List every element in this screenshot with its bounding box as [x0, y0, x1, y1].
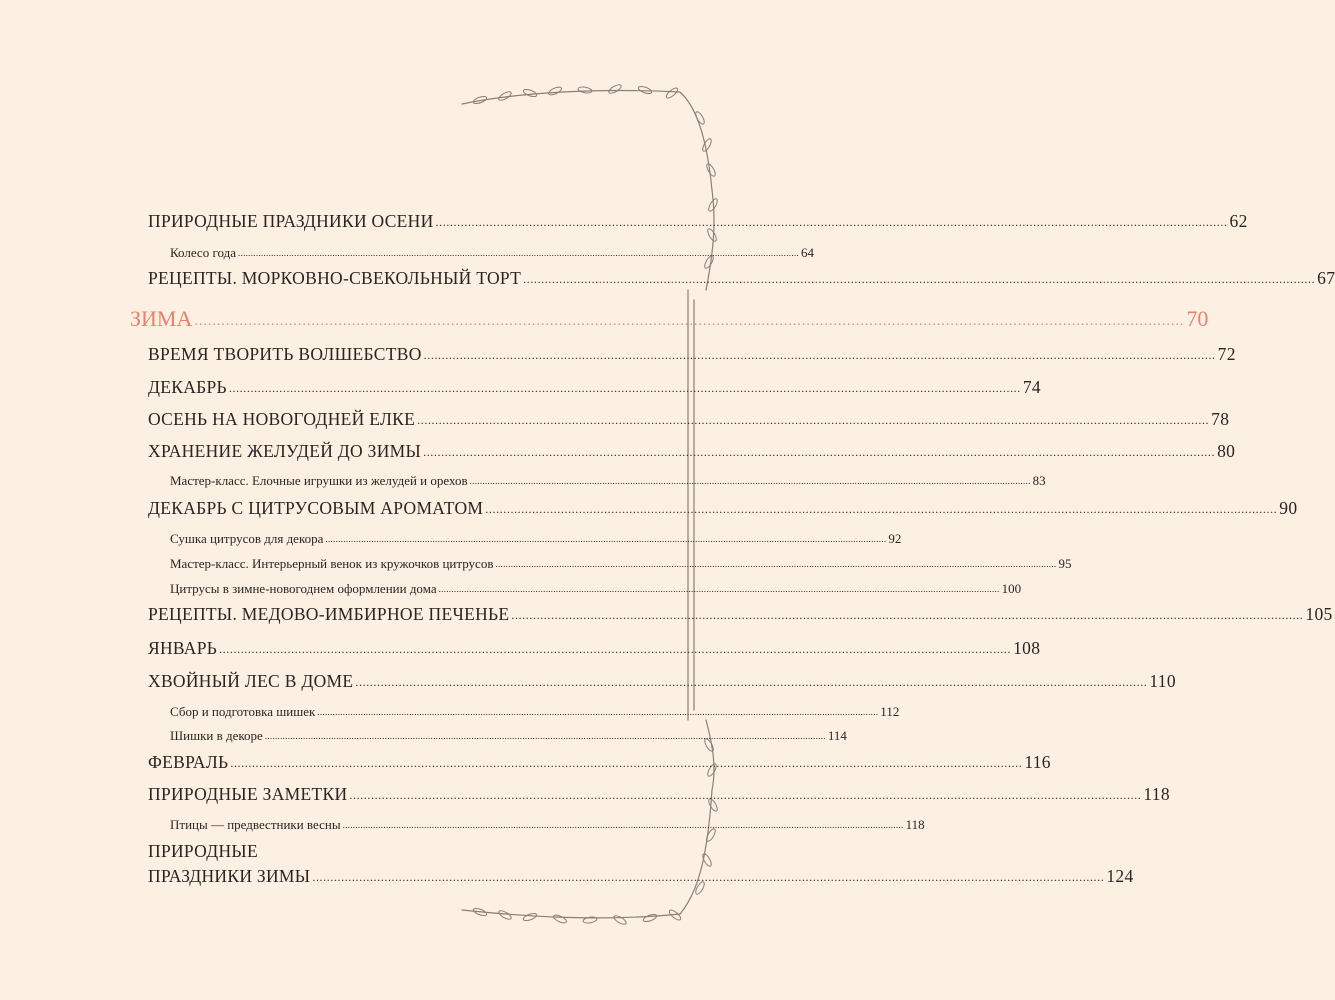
toc-subentry-title: Цитрусы в зимне-новогоднем оформлении дома: [170, 581, 437, 596]
toc-page-number: 62: [1229, 211, 1248, 231]
toc-entry-title: РЕЦЕПТЫ. МОРКОВНО-СВЕКОЛЬНЫЙ ТОРТ: [148, 268, 522, 288]
toc-subentry[interactable]: [170, 531, 902, 546]
toc-page-number: 124: [1106, 865, 1134, 886]
toc-subentry-title: Мастер-класс. Елочные игрушки из желудей и орехов: [170, 473, 468, 488]
toc-page-number: 64: [800, 245, 814, 260]
toc-entry-title: ЯНВАРЬ: [148, 638, 218, 658]
toc-entry-title: ФЕВРАЛЬ: [148, 752, 229, 772]
toc-subentry[interactable]: [170, 581, 1022, 596]
toc-dot-leader: ............................................................................................................................................................................................................................: [349, 788, 1142, 802]
toc-entry[interactable]: [148, 604, 1333, 624]
toc-entry-title: ХВОЙНЫЙ ЛЕС В ДОМЕ: [148, 671, 354, 691]
toc-entry-title: ОСЕНЬ НА НОВОГОДНЕЙ ЕЛКЕ: [148, 409, 416, 429]
toc-page-number: 80: [1217, 441, 1236, 461]
toc-entry-title-line1: ПРИРОДНЫЕ: [148, 841, 258, 861]
toc-subentry[interactable]: [170, 704, 900, 719]
toc-dot-leader: ............................................................................................................................................................................................................................: [417, 413, 1210, 427]
toc-entry[interactable]: [148, 671, 1176, 691]
toc-dot-leader: ............................................................................................................................................................................................................................: [469, 476, 1031, 486]
toc-entry-title: ДЕКАБРЬ: [148, 377, 227, 397]
toc-entry[interactable]: [148, 377, 1041, 397]
toc-subentry[interactable]: [170, 728, 847, 743]
toc-subentry-title: Птицы — предвестники весны: [170, 817, 341, 832]
toc-dot-leader: ............................................................................................................................................................................................................................: [495, 559, 1057, 569]
toc-subentry-title: Сушка цитрусов для декора: [170, 531, 324, 546]
toc-entry-title: ВРЕМЯ ТВОРИТЬ ВОЛШЕБСТВО: [148, 344, 422, 364]
toc-entry-title: ПРИРОДНЫЕ ПРАЗДНИКИ ОСЕНИ: [148, 211, 434, 231]
toc-dot-leader: ............................................................................................................................................................................................................................: [342, 820, 904, 830]
toc-dot-leader: ............................................................................................................................................................................................................................: [237, 248, 799, 258]
toc-page-number: 112: [880, 704, 900, 719]
toc-entry[interactable]: [148, 752, 1051, 772]
toc-entry[interactable]: [148, 638, 1041, 658]
toc-page-number: 95: [1058, 556, 1072, 571]
toc-page-number: 72: [1217, 344, 1236, 364]
toc-entry-title: ПРИРОДНЫЕ ЗАМЕТКИ: [148, 784, 348, 804]
toc-entry[interactable]: [148, 344, 1236, 364]
toc-page-number: 105: [1305, 604, 1333, 624]
toc-dot-leader: ............................................................................................................................................................................................................................: [511, 608, 1304, 622]
toc-page-number: 70: [1186, 306, 1209, 331]
toc-dot-leader: ............................................................................................................................................................................................................................: [230, 756, 1023, 770]
toc-dot-leader: ............................................................................................................................................................................................................................: [194, 314, 1185, 329]
toc-subentry-title: Шишки в декоре: [170, 728, 263, 743]
toc-dot-leader: ............................................................................................................................................................................................................................: [317, 707, 879, 717]
toc-page-number: 78: [1211, 409, 1230, 429]
toc-page-number: 92: [888, 531, 902, 546]
toc-page-number: 108: [1013, 638, 1041, 658]
toc-entry-title-line2: ПРАЗДНИКИ ЗИМЫ: [148, 865, 311, 886]
toc-entry[interactable]: [148, 784, 1170, 804]
toc-page-number: 114: [827, 728, 847, 743]
toc-dot-leader: ............................................................................................................................................................................................................................: [435, 215, 1228, 229]
toc-dot-leader: ............................................................................................................................................................................................................................: [312, 869, 1105, 884]
toc-page-number: 74: [1022, 377, 1041, 397]
toc-dot-leader: ............................................................................................................................................................................................................................: [228, 381, 1021, 395]
toc-entry[interactable]: [148, 409, 1230, 429]
toc-page-number: 118: [905, 817, 925, 832]
toc-subentry[interactable]: [170, 473, 1046, 488]
toc-subentry-title: Колесо года: [170, 245, 236, 260]
toc-page-number: 110: [1149, 671, 1176, 691]
toc-page-number: 83: [1032, 473, 1046, 488]
toc-entry[interactable]: [148, 441, 1236, 461]
toc-dot-leader: ............................................................................................................................................................................................................................: [264, 731, 826, 741]
toc-dot-leader: ............................................................................................................................................................................................................................: [485, 502, 1278, 516]
toc-dot-leader: ............................................................................................................................................................................................................................: [355, 675, 1148, 689]
toc-page-number: 100: [1001, 581, 1022, 596]
toc-subentry-title: Мастер-класс. Интерьерный венок из кружочков цитрусов: [170, 556, 494, 571]
toc-entry[interactable]: [148, 211, 1248, 231]
toc-dot-leader: ............................................................................................................................................................................................................................: [523, 272, 1316, 286]
toc-section-title: ЗИМА: [130, 306, 193, 331]
toc-dot-leader: ............................................................................................................................................................................................................................: [219, 642, 1012, 656]
toc-entry-two-line[interactable]: [148, 841, 1134, 886]
toc-entry-title: РЕЦЕПТЫ. МЕДОВО-ИМБИРНОЕ ПЕЧЕНЬЕ: [148, 604, 510, 624]
toc-dot-leader: ............................................................................................................................................................................................................................: [423, 445, 1216, 459]
toc-subentry[interactable]: [170, 817, 925, 832]
toc-entry-title: ХРАНЕНИЕ ЖЕЛУДЕЙ ДО ЗИМЫ: [148, 441, 422, 461]
toc-entry-line2: [148, 865, 1134, 886]
toc-page-number: 116: [1024, 752, 1051, 772]
toc-page-number: 118: [1143, 784, 1170, 804]
toc-dot-leader: ............................................................................................................................................................................................................................: [325, 534, 887, 544]
toc-entry[interactable]: [148, 498, 1298, 518]
toc-subentry[interactable]: [170, 556, 1072, 571]
toc-entry-title: ДЕКАБРЬ С ЦИТРУСОВЫМ АРОМАТОМ: [148, 498, 484, 518]
toc-dot-leader: ............................................................................................................................................................................................................................: [438, 584, 1000, 594]
toc-section-heading[interactable]: [130, 306, 1209, 331]
toc-subentry[interactable]: [170, 245, 814, 260]
toc-page-number: 90: [1279, 498, 1298, 518]
toc-page-number: 67: [1317, 268, 1335, 288]
toc-entry[interactable]: [148, 268, 1335, 288]
toc-dot-leader: ............................................................................................................................................................................................................................: [423, 348, 1216, 362]
toc-subentry-title: Сбор и подготовка шишек: [170, 704, 316, 719]
